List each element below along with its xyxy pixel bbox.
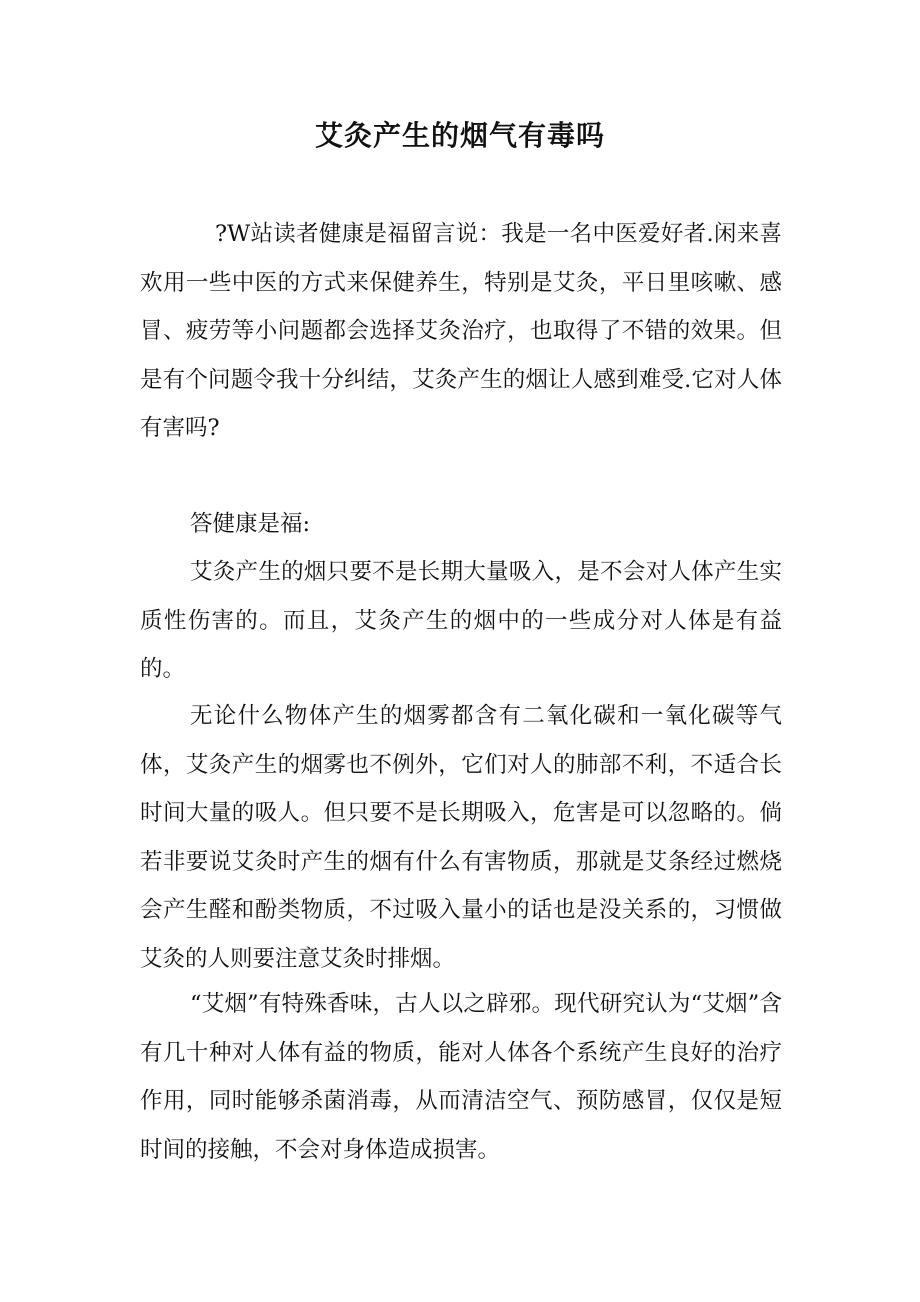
answer-paragraph-3: “艾烟”有特殊香味，古人以之辟邪。现代研究认为“艾烟”含有几十种对人体有益的物质，能对人体各个系统产生良好的治疗作用，同时能够杀菌消毒，从而清洁空气、预防感冒，仅仅是短时间的接触，不会对身体造成损害。 (140, 991, 782, 1163)
answer-paragraph-1: 艾灸产生的烟只要不是长期大量吸入，是不会对人体产生实质性伤害的。而且，艾灸产生的烟中的一些成分对人体是有益的。 (140, 559, 782, 683)
answer-paragraph-2: 无论什么物体产生的烟雾都含有二氧化碳和一氧化碳等气体，艾灸产生的烟雾也不例外，它们对人的肺部不利，不适合长时间大量的吸人。但只要不是长期吸入，危害是可以忽略的。倘若非要说艾灸时产生的烟有什么有害物质，那就是艾条经过燃烧会产生醛和酚类物质，不过吸入量小的话也是没关系的，习惯做艾灸的人则要注意艾灸时排烟。 (140, 703, 782, 972)
reader-question-paragraph: ?W站读者健康是福留言说：我是一名中医爱好者.闲来喜欢用一些中医的方式来保健养生，特别是艾灸，平日里咳嗽、感冒、疲劳等小问题都会选择艾灸治疗，也取得了不错的效果。但是有个问题令我十分纠结，艾灸产生的烟让人感到难受.它对人体有害吗? (140, 221, 782, 442)
page-title: 艾灸产生的烟气有毒吗 (314, 119, 605, 152)
answer-salutation: 答健康是福: (190, 511, 311, 537)
